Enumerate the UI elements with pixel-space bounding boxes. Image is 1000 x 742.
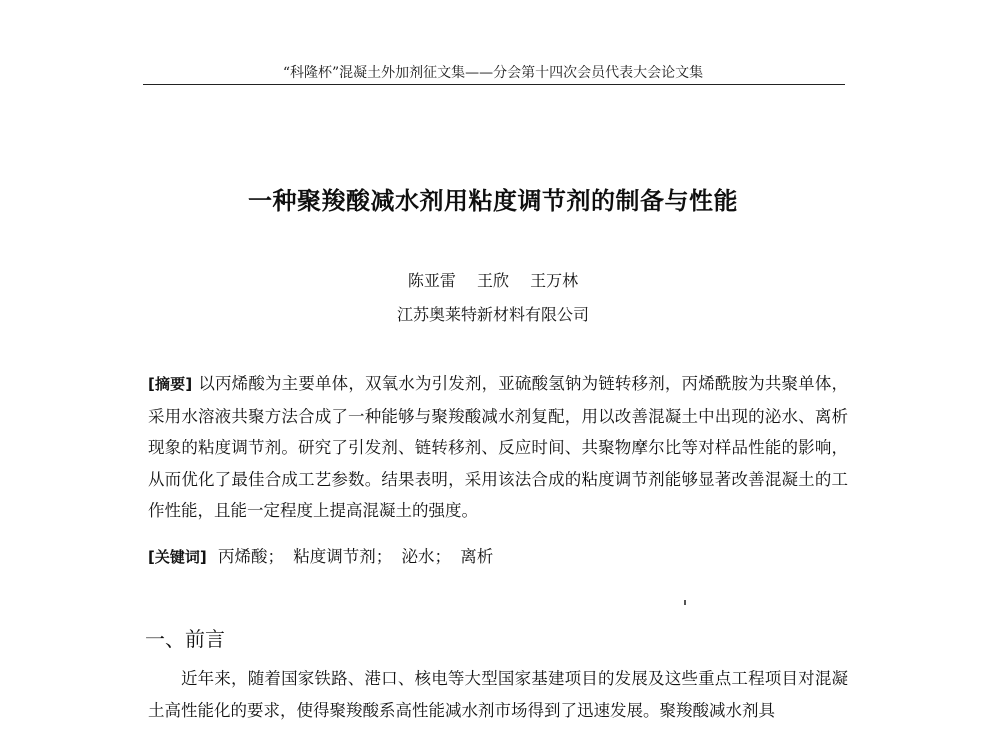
- keyword: 粘度调节剂: [293, 547, 376, 566]
- scan-speck: [684, 600, 686, 605]
- author-name: 陈亚雷: [407, 271, 456, 290]
- header-rule: [143, 84, 845, 85]
- abstract-tag: [摘要]: [148, 375, 193, 393]
- keyword-separator: ；: [375, 547, 393, 566]
- author-name: 王万林: [530, 271, 579, 290]
- keywords-block: [148, 543, 848, 571]
- running-head: “科隆杯”混凝土外加剂征文集——分会第十四次会员代表大会论文集: [282, 65, 704, 81]
- author-name: 王欣: [476, 271, 509, 290]
- paper-title: 一种聚羧酸减水剂用粘度调节剂的制备与性能: [248, 187, 738, 215]
- section-heading: 一、前言: [145, 627, 225, 651]
- affiliation: 江苏奥莱特新材料有限公司: [396, 305, 589, 324]
- body-paragraph: 近年来，随着国家铁路、港口、核电等大型国家基建项目的发展及这些重点工程项目对混凝土高性能化的要求，使得聚羧酸系高性能减水剂市场得到了迅速发展。聚羧酸减水剂具: [148, 669, 848, 720]
- keywords-tag: [关键词]: [148, 548, 207, 566]
- keyword-separator: ；: [434, 547, 451, 566]
- abstract-block: [148, 368, 848, 527]
- keyword: 丙烯酸: [217, 547, 268, 566]
- abstract-text: 以丙烯酸为主要单体，双氧水为引发剂，亚硫酸氢钠为链转移剂，丙烯酰胺为共聚单体，采用水溶液共聚方法合成了一种能够与聚羧酸减水剂复配，用以改善混凝土中出现的泌水、离析现象的粘度调节剂。研究了引发剂、链转移剂、反应时间、共聚物摩尔比等对样品性能的影响，从而优化了最佳合成工艺参数。结果表明，采用该法合成的粘度调节剂能够显著改善混凝土的工作性能，且能一定程度上提高混凝土的强度。: [148, 374, 848, 520]
- keyword: 泌水: [401, 547, 435, 566]
- author-list: [143, 268, 843, 291]
- section-body: [148, 663, 848, 727]
- keyword-separator: ；: [267, 547, 284, 566]
- keyword: 离析: [460, 547, 494, 566]
